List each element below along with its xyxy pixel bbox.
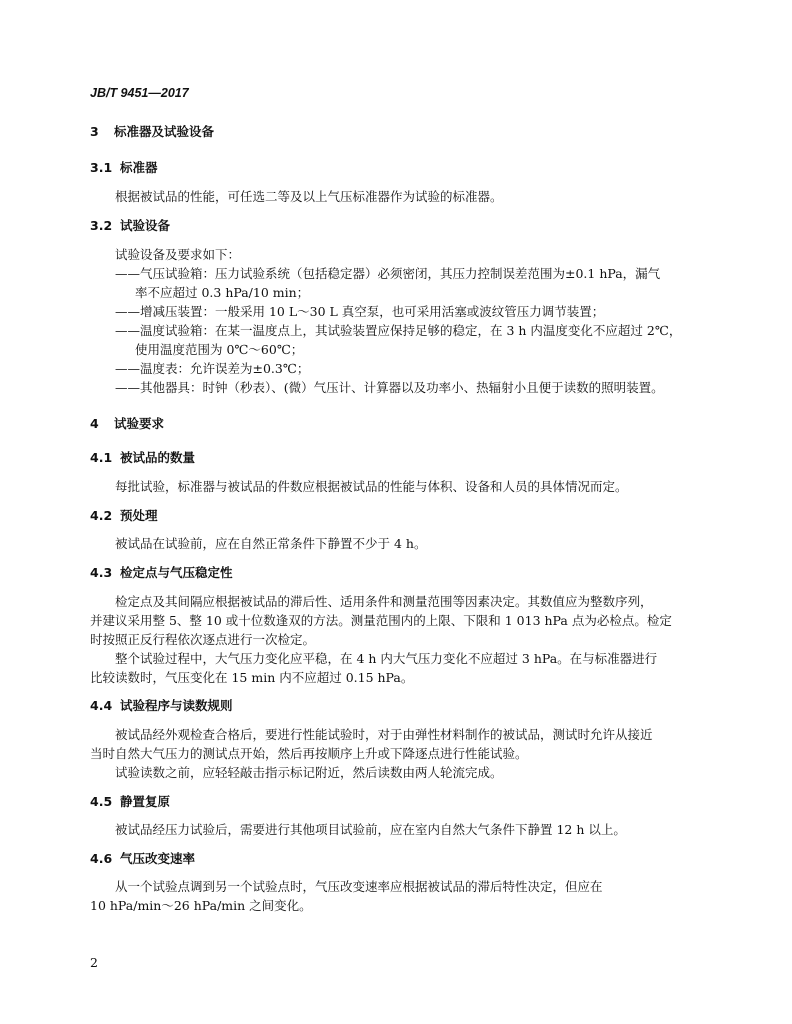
section-number: 4	[90, 416, 99, 431]
section-4-1-text: 每批试验，标准器与被试品的件数应根据被试品的性能与体积、设备和人员的具体情况而定。	[115, 479, 628, 494]
list-item: ——其他器具：时钟（秒表）、(微）气压计、计算器以及功率小、热辐射小且便于读数的照明装置。	[115, 380, 664, 395]
section-title: 试验程序与读数规则	[120, 698, 233, 713]
section-number: 3	[90, 124, 99, 139]
section-number: 3.2	[90, 218, 113, 233]
page-number: 2	[90, 955, 98, 970]
section-4-heading	[90, 414, 164, 432]
list-item-continuation: 使用温度范围为 0℃～60℃；	[135, 342, 304, 357]
list-item: ——温度试验箱：在某一温度点上，其试验装置应保持足够的稳定，在 3 h 内温度变化不应超过 2℃，	[115, 323, 682, 338]
section-number: 4.2	[90, 508, 113, 523]
section-4-1-heading	[90, 448, 195, 466]
section-3-2-intro: 试验设备及要求如下：	[115, 247, 241, 262]
section-title: 气压改变速率	[120, 851, 196, 866]
section-number: 4.5	[90, 794, 113, 809]
section-number: 4.1	[90, 450, 113, 465]
section-title: 检定点与气压稳定性	[120, 565, 233, 580]
paragraph-line: 比较读数时，气压变化在 15 min 内不应超过 0.15 hPa。	[90, 670, 414, 685]
section-title: 标准器及试验设备	[114, 124, 215, 139]
section-title: 被试品的数量	[120, 450, 196, 465]
paragraph-line: 从一个试验点调到另一个试验点时，气压改变速率应根据被试品的滞后特性决定，但应在	[115, 879, 603, 894]
section-4-5-text: 被试品经压力试验后，需要进行其他项目试验前，应在室内自然大气条件下静置 12 h 以上。	[115, 822, 626, 837]
section-4-3-heading	[90, 563, 233, 581]
paragraph-line: 检定点及其间隔应根据被试品的滞后性、适用条件和测量范围等因素决定。其数值应为整数序列，	[115, 594, 653, 609]
section-title: 试验要求	[114, 416, 165, 431]
section-4-2-text: 被试品在试验前，应在自然正常条件下静置不少于 4 h。	[115, 536, 427, 551]
paragraph-line: 被试品经外观检查合格后，要进行性能试验时，对于由弹性材料制作的被试品，测试时允许从接近	[115, 727, 653, 742]
paragraph-line: 10 hPa/min～26 hPa/min 之间变化。	[90, 898, 312, 913]
section-title: 标准器	[120, 160, 158, 175]
section-number: 4.3	[90, 565, 113, 580]
paragraph-line: 当时自然大气压力的测试点开始，然后再按顺序上升或下降逐点进行性能试验。	[90, 746, 528, 761]
section-3-heading	[90, 122, 214, 140]
section-3-1-text: 根据被试品的性能，可任选二等及以上气压标准器作为试验的标准器。	[115, 189, 503, 204]
section-4-2-heading	[90, 506, 158, 524]
section-title: 静置复原	[120, 794, 171, 809]
list-item: ——气压试验箱：压力试验系统（包括稳定器）必须密闭，其压力控制误差范围为±0.1 hPa，漏气	[115, 266, 661, 281]
section-4-4-heading	[90, 696, 233, 714]
paragraph-line: 并建议采用整 5、整 10 或十位数逢双的方法。测量范围内的上限、下限和 1 013 hPa 点为必检点。检定	[90, 613, 672, 628]
section-3-2-heading	[90, 216, 170, 234]
list-item: ——增减压装置：一般采用 10 L～30 L 真空泵，也可采用活塞或波纹管压力调节装置；	[115, 304, 605, 319]
section-4-6-heading	[90, 849, 195, 867]
list-item-continuation: 率不应超过 0.3 hPa/10 min；	[135, 285, 310, 300]
section-number: 4.4	[90, 698, 113, 713]
section-3-1-heading	[90, 158, 158, 176]
paragraph-line: 时按照正反行程依次逐点进行一次检定。	[90, 632, 316, 647]
paragraph-line: 试验读数之前，应轻轻敲击指示标记附近，然后读数由两人轮流完成。	[115, 765, 503, 780]
section-title: 试验设备	[120, 218, 171, 233]
section-number: 3.1	[90, 160, 113, 175]
standard-code: JB/T 9451—2017	[90, 86, 189, 100]
section-4-5-heading	[90, 792, 170, 810]
section-number: 4.6	[90, 851, 113, 866]
section-title: 预处理	[120, 508, 158, 523]
paragraph-line: 整个试验过程中，大气压力变化应平稳，在 4 h 内大气压力变化不应超过 3 hPa。在与标准器进行	[115, 651, 658, 666]
list-item: ——温度表：允许误差为±0.3℃；	[115, 361, 310, 376]
